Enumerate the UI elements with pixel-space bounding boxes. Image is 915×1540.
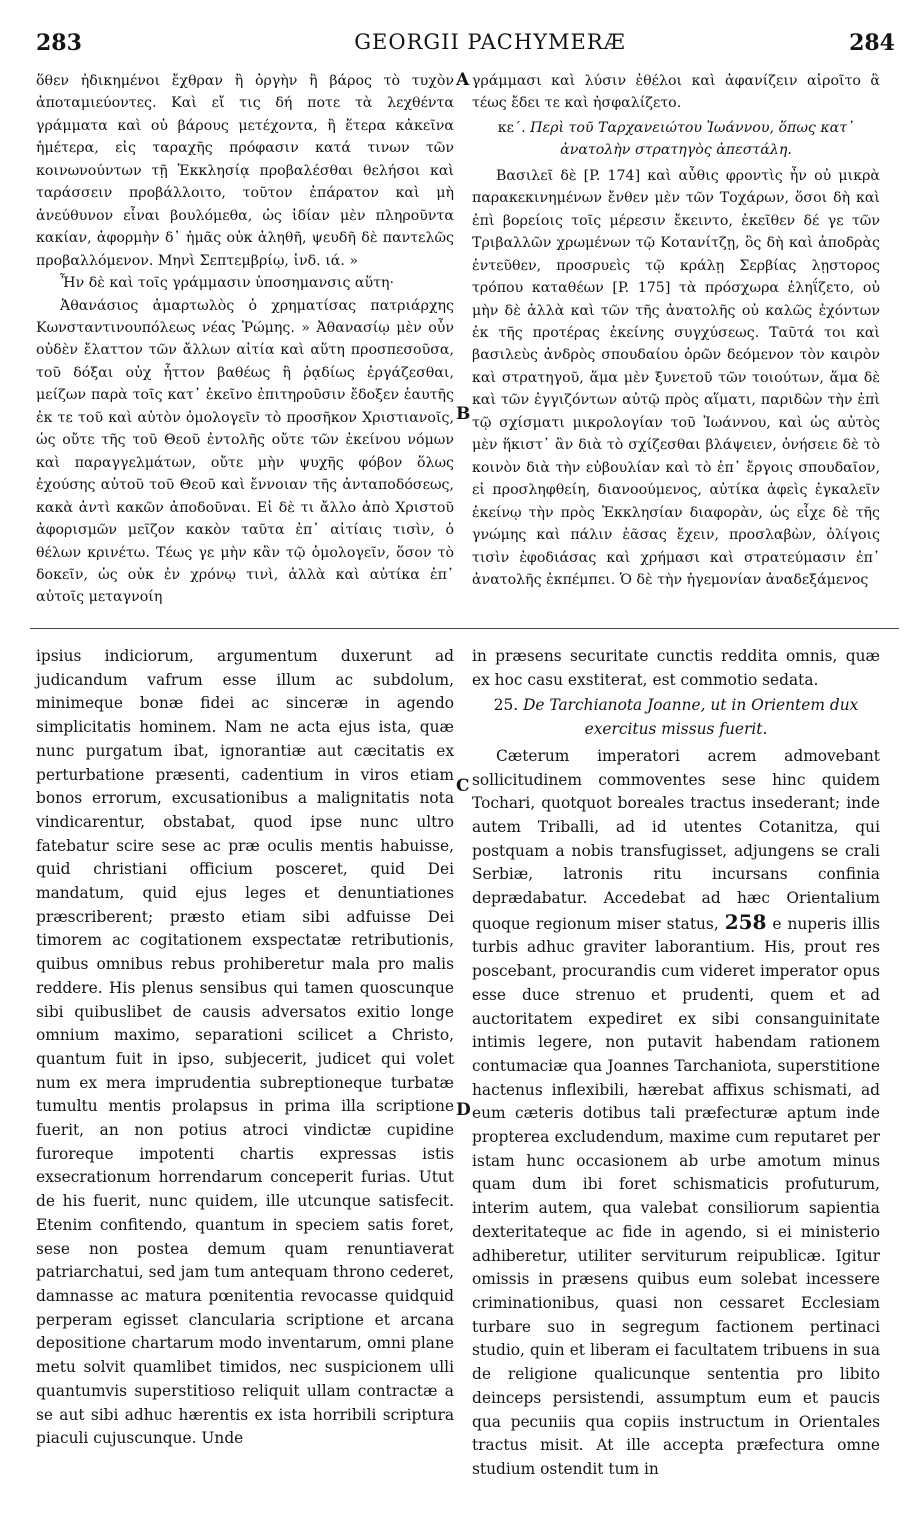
latin-right-paragraph-body: [472, 745, 880, 1482]
page-header: [30, 30, 897, 56]
latin-body-before: Cæterum imperatori acrem admovebant sollicitudinem commoventes sese hinc quidem Tochari, quotquot boreales tractus insederant; inde autem Triballi, ad id utentes Cotanitza, qui postquam a nobis transfugisset, adjungens se crali Serbiæ, latronis ritu incursans confinia deprædabatur. Accedebat ad hæc Orientalium quoque regionum miser status,: [472, 746, 880, 933]
latin-right-column: [472, 645, 880, 1482]
greek-right-column: [472, 70, 880, 591]
greek-left-paragraph-3: Ἀθανάσιος ἁμαρτωλὸς ὁ χρηματίσας πατριάρχης Κωνσταντινουπόλεως νέας Ῥώμης. » Ἀθανασίῳ μὲν οὖν οὐδὲν ἔλαττον τῶν ἄλλων αἰτία καὶ αὕτη προσπεσοῦσα, τοῦ δόξαι οὐχ ἧττον βαθέως ἢ ῥᾳδίως ἐργάζεσθαι, μείζων παρὰ τοῖς κατ᾿ ἐκεῖνο ἐπιτηροῦσιν ἔδοξεν ἑαυτῆς ἐκ τε τοῦ καὶ αὐτὸν ὁμολογεῖν τὸ προσῆκον Χριστιανοῖς, ὡς οὔτε τῆς τοῦ Θεοῦ ἐντολῆς οὔτε τῶν ἐκείνου νόμων καὶ παραγγελμάτων, οὔτε μὴν ψυχῆς φόβον ὅλως ἐχούσης αὐτοῦ τοῦ Θεοῦ καὶ ἔννοιαν τῆς ἀνταποδόσεως, κακὰ ἀντὶ κακῶν ἀποδοῦναι. Εἰ δὲ τι ἄλλο ἀπὸ Χριστοῦ ἀφορισμῶν μεῖζον κακὸν ταῦτα ἐπ᾿ αἰτίαις τισὶν, ὁ θέλων κρινέτω. Τέως γε μὴν κἂν τῷ ὁμολογεῖν, ὅσον τὸ δοκεῖν, ὡς οὐκ ἐν χρόνῳ τινὶ, ἀλλὰ καὶ αὐτίκα ἐπ᾿ αὐτοῖς μεταγνοίη: [36, 297, 454, 606]
latin-left-column: [36, 645, 454, 1451]
page-number-right: 284: [849, 30, 895, 56]
greek-right-paragraph-top: γράμμασι καὶ λύσιν ἐθέλοι καὶ ἀφανίζειν αἱροῖτο ἂ τέως ἔδει τε καὶ ἠσφαλίζετο.: [472, 73, 880, 112]
running-title: GEORGII PACHYMERÆ: [354, 30, 626, 54]
greek-left-paragraph-2: Ἦν δὲ καὶ τοῖς γράμμασιν ὑποσημανσις αὕτη·: [60, 275, 394, 292]
page-number-left: 283: [36, 30, 82, 56]
greek-section-number: κε΄.: [497, 119, 526, 136]
margin-marker-d: D: [456, 1100, 471, 1120]
latin-section-number: 25.: [493, 696, 519, 715]
latin-left-paragraph: ipsius indiciorum, argumentum duxerunt ad judicandum vafrum esse illum ac subdolum, minimeque bonæ fidei ac sinceræ in agendo simplicitatis hominem. Nam ne acta ejus ista, quæ nunc purgatum ibat, ignorantiæ aut cæcitatis ex perturbatione præsenti, cadentium in viros etiam bonos errorum, excusationibus a malignitatis nota vindicarentur, obstabat, quod ipse nunc ultro fatebatur scire sese ac præ oculis mentis habuisse, quid christiani officium posceret, quid Dei mandatum, quid ejus leges et denuntiationes præscriberent; præsto etiam sibi adfuisse Dei timorem ac cogitationem exspectatæ retributionis, quibus omnibus rebus prohiberetur mala pro malis reddere. His plenus sensibus qui tamen quoscunque sibi quibuslibet de causis adversatos exitio longe omnium maximo, separationi scilicet a Christo, quantum fuit in ipso, subjecerit, judicet qui volet num ex mera imprudentia subreptioneque turbatæ tumultu mentis prolapsus in prima illa scriptione fuerit, an non potius atroci vindictæ cupidine furoreque impotenti chartis expressas istis exsecrationum horrendarum conceperit furias. Utut de his fuerit, nunc quidem, ille utcunque satisfecit. Etenim confitendo, quantum in speciem satis foret, sese non postea demum quam renuntiaverat patriarchatui, sed jam tum antequam throno cederet, damnasse ac matura pœnitentia revocasse quidquid perperam egisset clancularia scriptione et arcana depositione chartarum modo inventarum, omni plane metu solvit quamlibet timidos, nec suspicionem ulli quantumvis superstitioso reliquit ullam contractæ a se aut sibi adhuc hærentis ex ista horribili scriptura piaculi cujuscunque. Unde: [36, 647, 454, 1448]
greek-left-column: [36, 70, 454, 609]
latin-right-paragraph-top: in præsens securitate cunctis reddita omnis, quæ ex hoc casu exstiterat, est commotio sedata.: [472, 647, 880, 689]
margin-marker-c: C: [456, 776, 470, 796]
greek-left-paragraph-1: ὅθεν ἠδικημένοι ἔχθραν ἢ ὀργὴν ἢ βάρος τὸ τυχὸν ἀποταμιεύοντες. Καὶ εἴ τις δή ποτε τὰ λεχθέντα γράμματα καὶ οὐ βάρους μετέχοντα, ἢ ἕτερα κἀκεῖνα ἡμέτερα, εἰς ταραχῆς πρόφασιν κατά τινων τῶν κοινωνούντων τῇ Ἐκκλησίᾳ προβαλέσθαι θελήσοι καὶ ταράσσειν προβάλλοιτο, τοῦτον ἐπάρατον καὶ μὴ ἀνεύθυνον εἶναι βουλόμεθα, ὡς ἰδίαν μὲν πληροῦντα κακίαν, ἀφορμὴν δ᾿ ἡμᾶς οὐκ ἀληθῆ, ψευδῆ δὲ παντελῶς προβαλλόμενον. Μηνὶ Σεπτεμβρίῳ, ἰνδ. ιά. »: [36, 73, 454, 269]
margin-marker-b: B: [456, 404, 471, 424]
latin-body-after: e nuperis illis turbis adhuc graviter laborantium. His, prout res poscebant, procurandis cum videret imperator opus esse duce strenuo et prudenti, quem et ad auctoritatem expediret ex sibi consanguinitate intimis legere, non putavit habendam rationem contumaciæ qua Joannes Tarchaniota, superstitione hactenus inflexibili, hærebat affixus schismati, ad eum cæteris dotibus tali præfecturæ aptum inde propterea excludendum, maxime cum reputaret per istam hunc occasionem ab urbe amotum minus quam dum ibi foret schismaticis profuturum, interim autem, qua valebat consiliorum sapientia dexteritateque ac fide in agendo, si ei ministerio adhiberetur, utiliter serviturum reipublicæ. Igitur omissis in præsens quibus eum solebat incessere criminationibus, quasi non cessaret Ecclesiam turbare suo in segregum factionem pertinaci studio, quin et liberam ei facultatem tribuens in sua de religione qualicunque sententia pro libito deinceps persistendi, assumptum eum et paucis qua pecuniis qua copiis instructum in Orientales tractus misit. At ille accepta præfectura omne studium ostendit tum in: [472, 914, 880, 1478]
margin-marker-a: A: [456, 70, 470, 90]
greek-section-heading: [472, 117, 880, 162]
column-divider-rule: [30, 628, 899, 629]
greek-section-title: Περὶ τοῦ Ταρχανειώτου Ἰωάννου, ὅπως κατ᾿ ἀνατολὴν στρατηγὸς ἀπεστάλη.: [530, 119, 855, 159]
latin-section-title: De Tarchianota Joanne, ut in Orientem dux exercitus missus fuerit.: [523, 696, 859, 739]
inline-page-number: 258: [724, 909, 767, 934]
latin-section-heading: [472, 694, 880, 741]
greek-right-paragraph-body: Βασιλεῖ δὲ [P. 174] καὶ αὖθις φροντὶς ἦν οὐ μικρὰ παρακεκινημένων ἔνθεν μὲν τῶν Τοχάρων, ὅσοι δὴ καὶ ἐπὶ βορείοις τοῖς μέρεσιν ἔκειντο, ἐκεῖθεν δέ γε τῶν Τριβαλλῶν χρωμένων τῷ Κοτανίτζῃ, ὃς δὴ καὶ ἀποδρὰς ἐντεῦθεν, προσρυεὶς τῷ κράλῃ Σερβίας λῃστορος τρόπου καταθέων [P. 175] τὰ πρόσχωρα ἐληΐζετο, οὐ μὴν δὲ ἀλλὰ καὶ τῶν τῆς ἀνατολῆς οὐ καλῶς ἐχόντων ἐκ τῆς προτέρας ἐκείνης συγχύσεως. Ταῦτά τοι καὶ βασιλεὺς ἀνδρὸς σπουδαίου ὁρῶν δεόμενον τὸν καιρὸν καὶ στρατηγοῦ, ἅμα μὲν ξυνετοῦ τῶν τοιούτων, ἅμα δὲ καὶ τῶν ἐγγιζόντων αὐτῷ πρὸς αἵματι, παριδὼν τὴν ἐπὶ τῷ σχίσματι μικρολογίαν τοῦ Ἰωάννου, καὶ ὡς αὐτὸς μὲν ἥκιστ᾿ ἂν διὰ τὸ σχίζεσθαι βλάψειεν, ὀνήσειε δὲ τὸ κοινὸν διὰ τὴν εὐβουλίαν καὶ τὸ ἐπ᾿ ἔργοις σπουδαῖον, εἰ προσληφθείη, διανοούμενος, αὐτίκα ἀφεὶς ἐγκαλεῖν ἐκείνῳ τὴν πρὸς Ἐκκλησίαν διαφορὰν, ὡς εἶχε δὲ τῆς γνώμης καὶ πάλιν ἐᾶσας ἔχειν, προσλαβὼν, ὀλίγοις τισὶν ἐφοδιάσας καὶ χρήμασι καὶ στρατεύμασιν ἐπ᾿ ἀνατολῆς ἐκπέμπει. Ὁ δὲ τὴν ἡγεμονίαν ἀναδεξάμενος: [472, 167, 880, 588]
